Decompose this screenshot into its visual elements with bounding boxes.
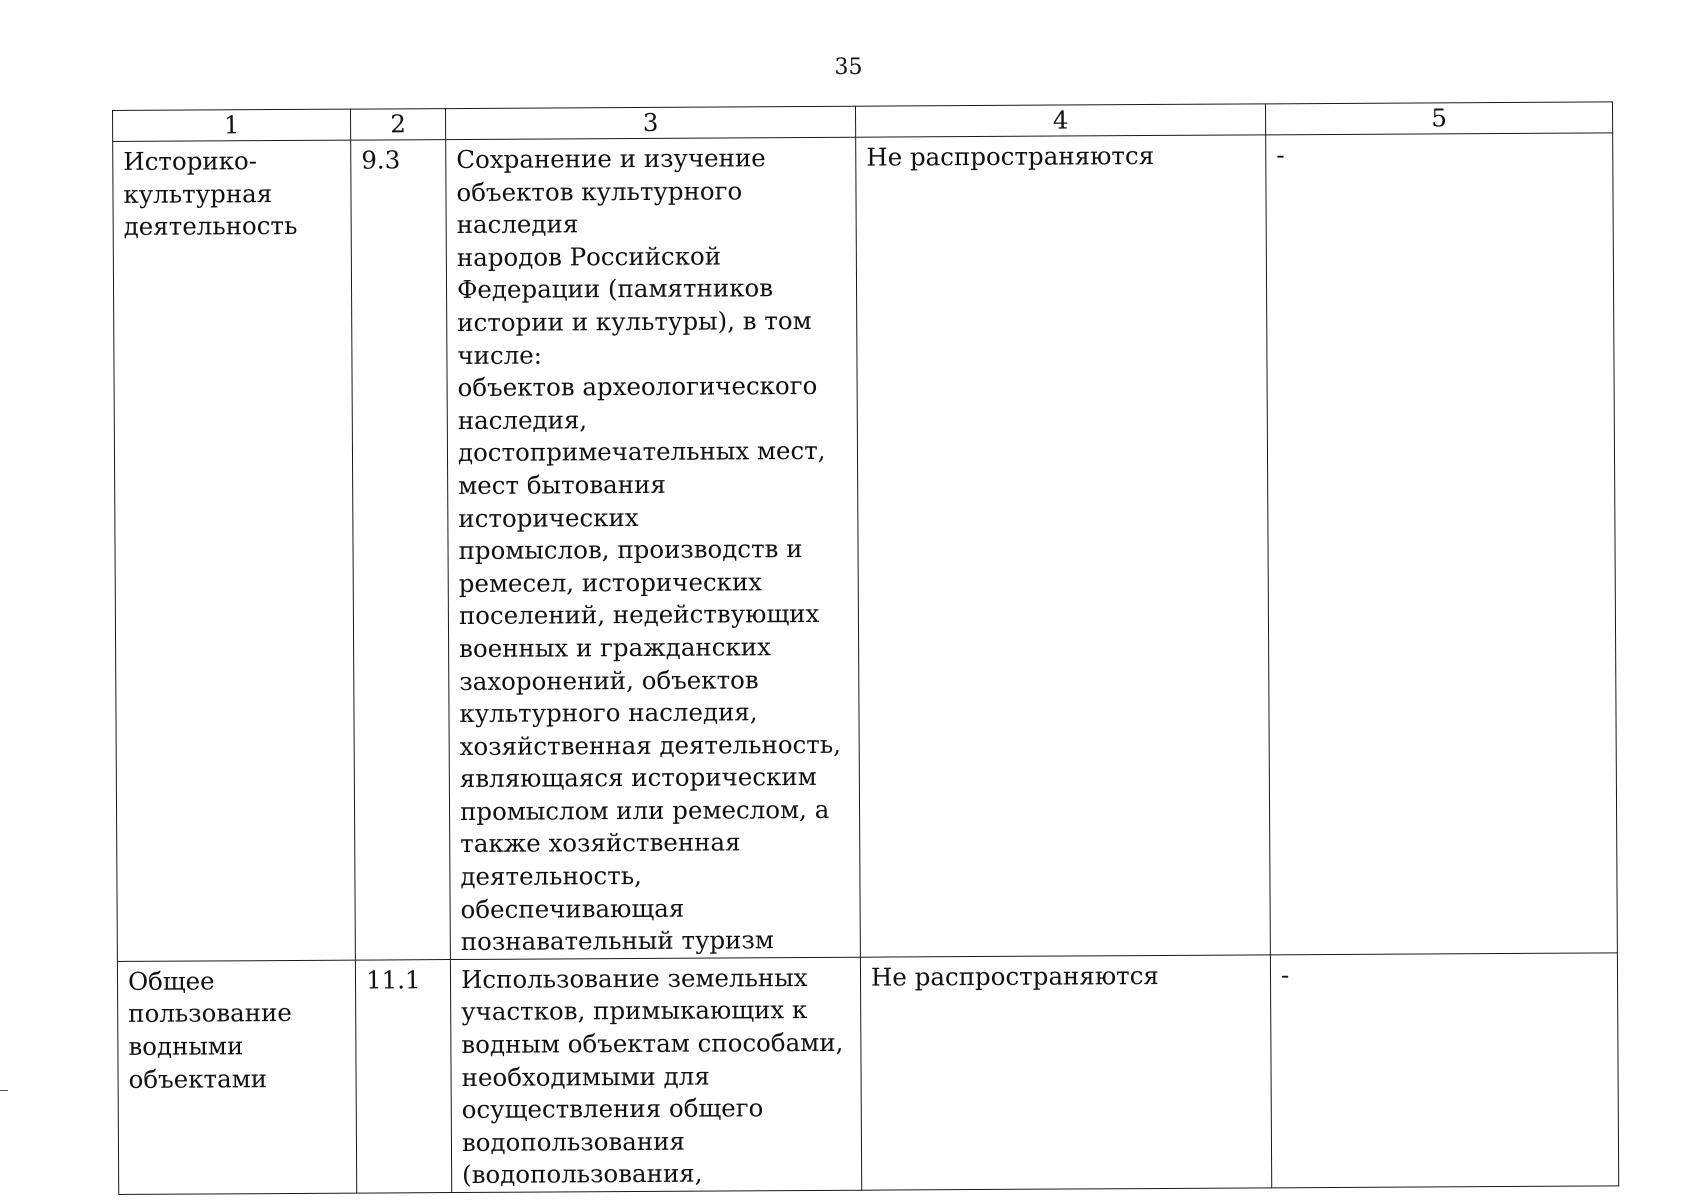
header-col-1: 1 [113, 109, 351, 141]
cell-col5: - [1266, 133, 1618, 955]
table-row [113, 133, 1618, 961]
regulations-table [112, 101, 1619, 1195]
cell-code: 9.3 [351, 140, 451, 960]
header-col-5: 5 [1265, 102, 1612, 135]
cell-use-type: Историко- культурная деятельность [113, 140, 356, 961]
scan-edge-mark [0, 1090, 8, 1091]
header-col-2: 2 [350, 109, 445, 141]
header-col-4: 4 [855, 104, 1265, 137]
cell-use-type: Общее пользование водными объектами [117, 960, 356, 1195]
cell-col4: Не распространяются [856, 135, 1271, 957]
cell-col4: Не распространяются [860, 955, 1271, 1191]
header-col-3: 3 [445, 106, 855, 139]
table-row [117, 953, 1618, 1195]
cell-code: 11.1 [355, 959, 451, 1193]
page-number: 35 [834, 55, 863, 80]
cell-description: Сохранение и изучение объектов культурного наследия народов Российской Федерации (памятников истории и культуры), в том числе: объектов археологического наследия, достопримечательных мест, мест бытования исторических промыслов, производств и ремесел, исторических поселений, недействующих военных и гражданских захоронений, объектов культурного наследия, хозяйственная деятельность, являющаяся историческим промыслом или ремеслом, а также хозяйственная деятельность, обеспечивающая познавательный туризм [446, 137, 861, 959]
cell-col5: - [1270, 953, 1618, 1188]
cell-description: Использование земельных участков, примыкающих к водным объектам способами, необходимыми для осуществления общего водопользования (водопользования, [450, 957, 861, 1193]
